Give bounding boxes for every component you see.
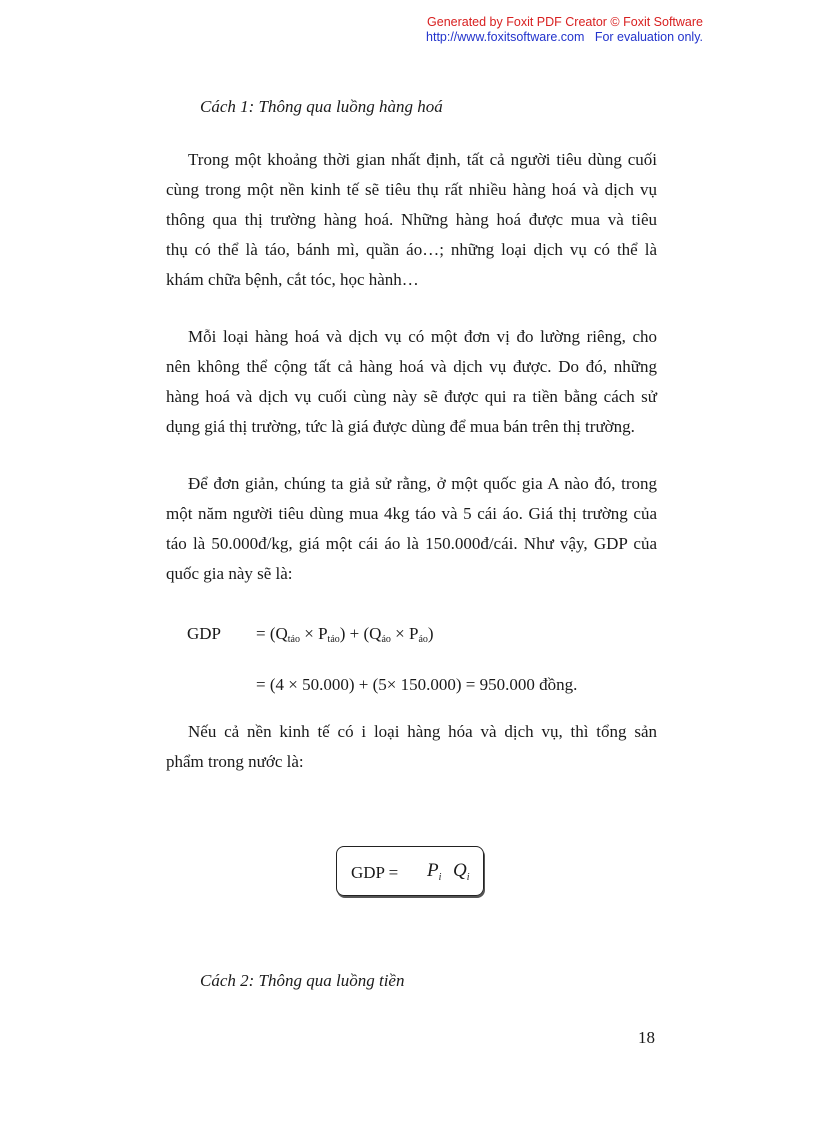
watermark-line-2: [380, 30, 703, 45]
heading-method-1: [200, 97, 443, 117]
heading-method-2: [200, 971, 404, 991]
formula-label: GDP =: [351, 863, 399, 882]
heading-method-2-label: Cách 2: [200, 971, 249, 990]
paragraph-line: táo là 50.000đ/kg, giá một cái áo là 150.000đ/cái. Như vậy, GDP của: [166, 534, 657, 553]
heading-method-1-text: : Thông qua luồng hàng hoá: [248, 97, 443, 116]
paragraph-line: Trong một khoảng thời gian nhất định, tất cả người tiêu dùng cuối: [188, 150, 657, 169]
formula-quantity: $Q_i$: [453, 860, 470, 883]
paragraph-line: Nếu cả nền kinh tế có i loại hàng hóa và dịch vụ, thì tổng sản: [188, 722, 657, 741]
heading-method-1-label: Cách 1: [200, 97, 249, 116]
gdp-formula-box: [336, 846, 484, 896]
equation-gdp-formula: = $(Q_{táo} \times P_{táo}) + (Q_{áo} \times P_{áo})$: [256, 624, 434, 645]
paragraph-line: cùng trong một nền kinh tế sẽ tiêu thụ rất nhiều hàng hoá và dịch vụ: [166, 180, 657, 199]
heading-method-2-text: : Thông qua luồng tiền: [248, 971, 405, 990]
equation-gdp-result: = (4 × 50.000) + (5× 150.000) = 950.000 đồng.: [256, 675, 578, 694]
paragraph-line: khám chữa bệnh, cắt tóc, học hành…: [166, 270, 419, 289]
paragraph-1: [166, 145, 657, 295]
paragraph-3: [166, 469, 657, 589]
watermark-line-1: Generated by Foxit PDF Creator © Foxit Software: [427, 15, 703, 29]
paragraph-line: quốc gia này sẽ là:: [166, 564, 293, 583]
paragraph-line: nên không thể cộng tất cả hàng hoá và dịch vụ được. Do đó, những: [166, 357, 657, 376]
formula-price: $P_i$: [427, 860, 442, 883]
foxit-watermark: [380, 15, 703, 45]
paragraph-line: dụng giá thị trường, tức là giá được dùng để mua bán trên thị trường.: [166, 417, 635, 436]
equation-gdp-label: GDP: [187, 624, 222, 643]
paragraph-4: [166, 717, 657, 777]
paragraph-line: phẩm trong nước là:: [166, 752, 304, 771]
paragraph-line: hàng hoá và dịch vụ cuối cùng này sẽ được qui ra tiền bằng cách sử: [166, 387, 657, 406]
watermark-note: For evaluation only.: [594, 30, 703, 44]
paragraph-line: Mỗi loại hàng hoá và dịch vụ có một đơn vị đo lường riêng, cho: [188, 327, 657, 346]
paragraph-line: thông qua thị trường hàng hoá. Những hàng hoá được mua và tiêu: [166, 210, 657, 229]
paragraph-line: Để đơn giản, chúng ta giả sử rằng, ở một quốc gia A nào đó, trong: [188, 474, 657, 493]
paragraph-line: thụ có thể là táo, bánh mì, quần áo…; những loại dịch vụ có thể là: [166, 240, 657, 259]
watermark-url[interactable]: http://www.foxitsoftware.com: [426, 30, 585, 44]
page-number: 18: [638, 1028, 655, 1047]
paragraph-2: [166, 322, 657, 442]
paragraph-line: một năm người tiêu dùng mua 4kg táo và 5 cái áo. Giá thị trường của: [166, 504, 657, 523]
